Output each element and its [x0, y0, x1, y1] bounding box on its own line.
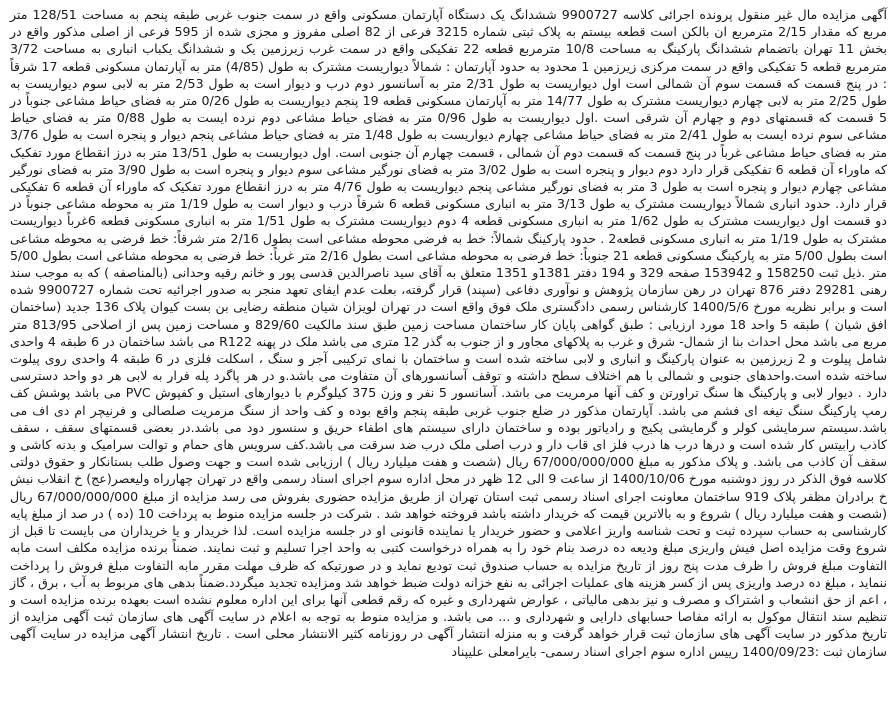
auction-notice-body: آگهی مزایده مال غیر منقول پرونده اجرائی کلاسه 9900727 ششدانگ یک دستگاه آپارتمان مسکونی واقع در سمت جنوب غربی طبقه پنجم به مساحت 128/51 متر مربع که مقدار 2/15 مترمربع ان بالکن است قطعه بیستم به پلاک ثبتی شماره 3215 فرعی از 82 اصلی مفروز و مجزی شده از 595 فرعی از اصلی مذکور واقع در بخش 11 تهران باتضمام ششدانگ پارکینگ به مساحت 10/8 مترمربع قطعه 22 تفکیکی واقع در سمت غرب زیرزمین یک و ششدانگ یکباب انباری به مساحت 3/72 مترمربع قطعه 5 تفکیکی واقع در سمت مرکزی زیرزمین 1 محدود به حدود آپارتمان : شمالاً دیواریست مشترک به طول (4/85) متر به آپارتمان مسکونی قطعه 17 شرقاً : در پنج قسمت که قسمت سوم آن شمالی است اول دیواریست به طول 2/31 متر به آسانسور دوم درب و دیوار است به طول 2/53 متر به لابی سوم دیواریست به طول 2/25 متر به لابی چهارم دیواریست مشترک به طول 14/77 متر به آپارتمان مسکونی قطعه 19 پنجم دیواریست به طول 0/26 متر به فضای حیاط مشاعی جنوباً در 5 قسمت که قسمتهای دوم و چهارم آن شرقی است .اول دیواریست به طول 0/96 متر به فضای حیاط مشاعی دوم نرده ایست به طول 0/88 متر به فضای حیاط مشاعی سوم نرده ایست به طول 2/41 متر به فضای حیاط مشاعی چهارم دیواریست به طول 1/48 متر به فضای حیاط مشاعی پنجم دیوار و پنجره است به طول 3/76 متر به فضای حیاط مشاعی غرباً در پنج قسمت که قسمت دوم آن شمالی ، قسمت چهارم آن جنوبی است. اول دیواریست به طول 13/51 متر به درز انقطاع مورد تفکیک که ماوراء آن قطعه 6 تفکیکی قرار دارد دوم دیوار و پنجره است به طول 3/02 متر به فضای نورگیر مشاعی سوم دیوار و پنجره است به طول 3/90 متر به فضای نورگیر مشاعی چهارم دیوار و پنجره است به طول 3 متر به فضای نورگیر مشاعی پنجم دیواریست به طول 4/76 متر به درز انقطاع مورد تفکیک که ماوراء آن قطعه 6 تفکیکی قرار دارد. حدود انباری شمالاً دیواریست مشترک به طول 3/13 متر به انباری مسکونی قطعه 6 شرقاً درب و دیوار است به طول 1/19 متر به محوطه مشاعی جنوباً در دو قسمت اول دیواریست مشترک به طول 1/62 متر به انباری مسکونی قطعه 4 دوم دیواریست مشترک به طول 1/51 متر به انباری مسکونی قطعه 6غرباً دیواریست مشترک به طول 1/19 متر به انباری مسکونی قطعه2 . حدود پارکینگ شمالاً: خط به فرضی محوطه مشاعی است بطول 2/16 متر شرقاً: خط فرضی به محوطه مشاعی است بطول 5/00 متر به پارکینگ مسکونی قطعه 21 جنوباً: خط فرضی به محوطه مشاعی است بطول 2/16 متر غرباً: خط فرضی به محوطه مشاعی است بطول 5/00 متر .ذیل ثبت 158250 و 153942 صفحه 329 و 194 دفتر 1381و 1351 متعلق به آقای سید ناصرالدین قدسی پور و خانم رقیه وحدانی (بالمناصفه ) که به موجب سند رهنی 29281 دفتر 876 تهران در رهن سازمان پژوهش و نوآوری دفاعی (سپند) قرار گرفته، بعلت عدم ایفای تعهد منجر به صدور اجرائیه تحت شماره 9900727 شده است و برابر نظریه مورخ 1400/5/6 کارشناس رسمی دادگستری ملک فوق واقع است در تهران لویزان شیان منطقه رضایی بن بست کیوان پلاک 136 جدید (ساختمان افق شیان ) طبقه 5 واحد 18 مورد ارزیابی : طبق گواهی پایان کار ساختمان مساحت زمین طبق سند مالکیت 829/60 و مساحت زمین پس از اصلاحی 813/95 متر مربع می باشد محل احداث بنا از شمال- شرق و غرب به پلاکهای مجاور و از جنوب به گذر 12 متری می باشد ملک در پهنه R122 می باشد ساختمان در 6 طبقه 4 واحدی شامل پیلوت و 2 زیرزمین به عنوان پارکینگ و انباری و لابی ساخته شده است و ساختمان با نمای ترکیبی آجر و سنگ ، اسکلت فلزی در 6 طبقه 4 واحدی روی پیلوت ساخته شده است.واحدهای جنوبی و شمالی با هم اختلاف سطح داشته و توقف آسانسورهای آن متفاوت می باشد.و در هر پاگرد پله فرار به لابی هر دو واحد دسترسی دارد . دیوار لابی و پارکینگ ها سنگ تراورتن و کف آنها مرمریت می باشد. آسانسور 5 نفر و وزن 375 کیلوگرم با دیوارهای استیل و کفپوش PVC می باشد پوشش کف رمپ پارکینگ سنگ تیغه ای فشم می باشد. آپارتمان مذکور در ضلع جنوب غربی طبقه پنجم واقع بوده و کف واحد از سنگ مرمریت صلصالی و فرنیچر ام دی اف می باشد.سیستم سرمایشی کولر و گرمایشی پکیج و رادیاتور بوده و ساختمان دارای سیستم های اطفاء حریق و سنسور دود می باشد.در بعضی قسمتهای سقف ، سقف کاذب رابیتس کار شده است و درها درب ها درب فلز ای قاب دار و درب اصلی ملک درب ضد سرقت می باشد.کف سرویس های حمام و توالت سرامیک و بدنه کاشی و سقف آن کاذب می باشد. و پلاک مذکور به مبلغ 67/000/000/000 ریال (شصت و هفت میلیارد ریال ) ارزیابی شده است و جهت وصول طلب بستانکار و حقوق دولتی کلاسه فوق الذکر در روز دوشنبه مورخ 1400/10/06 از ساعت 9 الی 12 ظهر در محل اداره سوم اجرای اسناد رسمی واقع در تهران چهارراه ولیعصر(عج) خ انقلاب نبش خ برادران مظفر پلاک 919 ساختمان معاونت اجرای اسناد رسمی ثبت استان تهران از طریق مزایده حضوری بفروش می رسد مزایده از مبلغ 67/000/000/000 ریال (شصت و هفت میلیارد ریال ) شروع و به بالاترین قیمت که خریدار داشته باشد فروخته خواهد شد . شرکت در جلسه مزایده منوط به پرداخت 10 (ده ) در صد از مبلغ پایه کارشناسی به حساب سپرده ثبت و تحت شناسه واریز اعلامی و حضور خریدار یا نماینده قانونی او در جلسه مزایده است. لذا خریدار و یا خریداران می بایست تا قبل از شروع وقت مزایده اصل فیش واریزی مبلغ ودیعه ده درصد بنام خود را به همراه درخواست کتبی به واحد اجرا تسلیم و ثبت نمایند. ضمناً برنده مزایده مکلف است مابه التفاوت مبلغ فروش را ظرف مدت پنج روز از تاریخ مزایده به حساب صندوق ثبت تودیع نماید و در صورتیکه که ظرف مهلت مقرر مابه التفاوت مبلغ فروش را پرداخت ننماید ، مبلغ ده درصد واریزی پس از کسر هزینه های عملیات اجرائی به نفع خزانه دولت ضبط خواهد شد ومزایده تجدید میگردد.ضمناً بدهی های مربوط به آب ، برق ، گاز ، اعم از حق انشعاب و اشتراک و مصرف و نیز بدهی مالیاتی ، عوارض شهرداری و غیره که رقم قطعی آنها برای این اداره معلوم نشده است بعهده برنده مزایده است و تنظیم سند انتقال موکول به ارائه مفاصا حسابهای دارایی و شهرداری و ... می باشد. و مزایده منوط به توجه به اعلام در سایت آگهی های سازمان ثبت آگهی مزایده از تاریخ مذکور در سایت آگهی های سازمان ثبت قرار خواهد گرفت و به منزله انتشار آگهی در روزنامه کثیر الانتشار محلی است . تاریخ انتشار آگهی مزایده در سایت آگهی سازمان ثبت :1400/09/23 رییس اداره سوم اجرای اسناد رسمی- بایرامعلی علیپناد: [10, 7, 888, 659]
